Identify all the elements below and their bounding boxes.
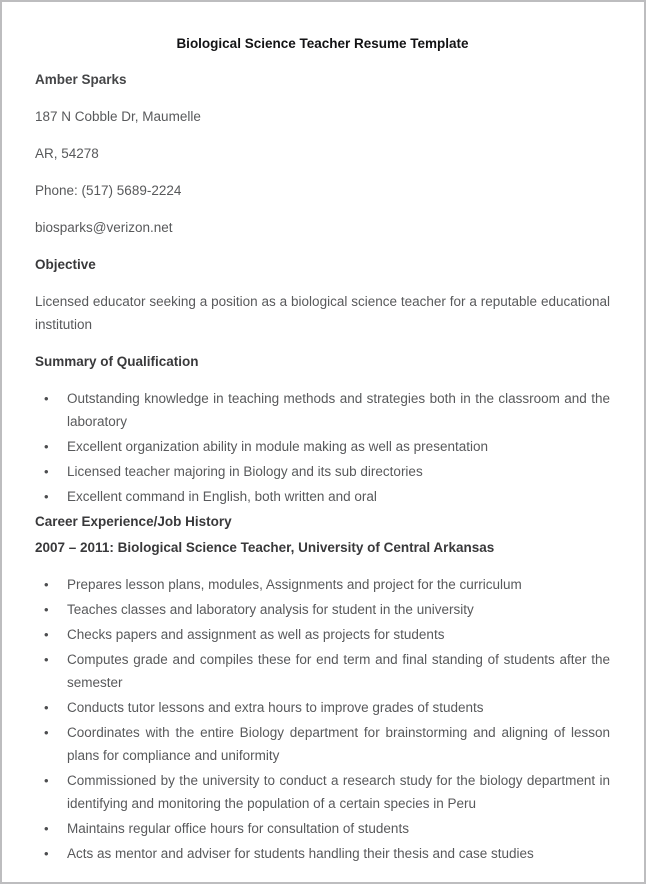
experience-item: • Commissioned by the university to conduct a research study for the biology department in identifying and monitoring the population of a certain species in Peru — [35, 769, 610, 815]
contact-address-line1: 187 N Cobble Dr, Maumelle — [35, 109, 201, 124]
objective-heading: Objective — [35, 257, 96, 272]
experience-item: • Maintains regular office hours for consultation of students — [35, 817, 610, 840]
contact-name: Amber Sparks — [35, 72, 127, 87]
contact-phone: Phone: (517) 5689-2224 — [35, 183, 182, 198]
contact-email: biosparks@verizon.net — [35, 220, 173, 235]
qualification-item: • Excellent command in English, both written and oral — [35, 485, 610, 508]
qualifications-list — [35, 387, 610, 508]
qualifications-heading: Summary of Qualification — [35, 354, 199, 369]
experience-item: • Coordinates with the entire Biology department for brainstorming and aligning of lesson plans for compliance and uniformity — [35, 721, 610, 767]
qualification-item: • Licensed teacher majoring in Biology and its sub directories — [35, 460, 610, 483]
experience-list — [35, 573, 610, 865]
experience-item: • Computes grade and compiles these for end term and final standing of students after the semester — [35, 648, 610, 694]
experience-item: • Conducts tutor lessons and extra hours to improve grades of students — [35, 696, 610, 719]
experience-subheading: 2007 – 2011: Biological Science Teacher, University of Central Arkansas — [35, 540, 495, 555]
qualification-item: • Excellent organization ability in module making as well as presentation — [35, 435, 610, 458]
experience-item: • Acts as mentor and adviser for students handling their thesis and case studies — [35, 842, 610, 865]
experience-item: • Teaches classes and laboratory analysis for student in the university — [35, 598, 610, 621]
experience-heading: Career Experience/Job History — [35, 514, 232, 529]
experience-item: • Checks papers and assignment as well as projects for students — [35, 623, 610, 646]
contact-address-line2: AR, 54278 — [35, 146, 99, 161]
experience-item: • Prepares lesson plans, modules, Assignments and project for the curriculum — [35, 573, 610, 596]
objective-text: Licensed educator seeking a position as a biological science teacher for a reputable educational institution — [35, 294, 610, 332]
qualification-item: • Outstanding knowledge in teaching methods and strategies both in the classroom and the laboratory — [35, 387, 610, 433]
page-title: Biological Science Teacher Resume Template — [176, 36, 469, 51]
